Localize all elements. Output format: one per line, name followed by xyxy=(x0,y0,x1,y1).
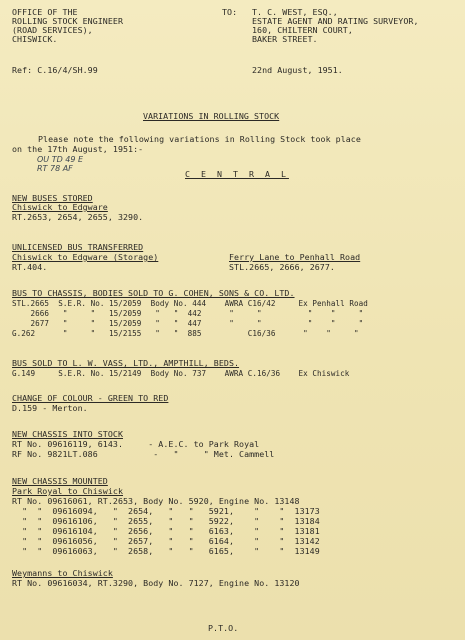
mounted-row: " " 09616104, " 2656, " " 6163, " " 13181 xyxy=(12,526,320,536)
mounted-row-weymanns: RT No. 09616034, RT.3290, Body No. 7127, Engine No. 13120 xyxy=(12,578,300,588)
route-unlicensed: Chiswick to Edgware (Storage) xyxy=(12,252,159,262)
mounted-row: " " 09616063, " 2658, " " 6165, " " 13149 xyxy=(12,546,320,556)
to-line-4: BAKER STREET. xyxy=(252,34,318,44)
route-chassis-mounted-2: Weymanns to Chiswick xyxy=(12,568,113,578)
detail-unlicensed: RT.404. xyxy=(12,262,48,272)
handwritten-note-2: RT 78 AF xyxy=(37,164,73,173)
detail-unlicensed-2: STL.2665, 2666, 2677. xyxy=(229,262,335,272)
route-new-buses: Chiswick to Edgware xyxy=(12,202,108,212)
chassis-row: 2666 " " 15/2059 " " 442 " " " " " xyxy=(12,309,364,318)
to-line-3: 160, CHILTERN COURT, xyxy=(252,25,353,35)
new-chassis-row: RT No. 09616119, 6143. - A.E.C. to Park Royal xyxy=(12,439,260,449)
mounted-row: " " 09616094, " 2654, " " 5921, " " 13173 xyxy=(12,506,320,516)
chassis-row: 2677 " " 15/2059 " " 447 " " " " " xyxy=(12,319,364,328)
section-heading-bus-to-chassis: BUS TO CHASSIS, BODIES SOLD TO G. COHEN, SONS & CO. LTD. xyxy=(12,288,295,298)
route-unlicensed-2: Ferry Lane to Penhall Road xyxy=(229,252,361,262)
reference: Ref: C.16/4/SH.99 xyxy=(12,65,98,75)
to-label: TO: xyxy=(222,7,238,17)
page-footer: P.T.O. xyxy=(208,623,239,633)
mounted-row: " " 09616106, " 2655, " " 5922, " " 13184 xyxy=(12,516,320,526)
bus-sold-row: G.149 S.E.R. No. 15/2149 Body No. 737 AWRA C.16/36 Ex Chiswick xyxy=(12,369,350,378)
section-heading-bus-sold: BUS SOLD TO L. W. VASS, LTD., AMPTHILL, BEDS. xyxy=(12,358,240,368)
from-line-2: ROLLING STOCK ENGINEER xyxy=(12,16,123,26)
intro-line-1: Please note the following variations in Rolling Stock took place xyxy=(38,134,361,144)
chassis-row: G.262 " " 15/2155 " " 885 C16/36 " " " xyxy=(12,329,359,338)
from-line-3: (ROAD SERVICES), xyxy=(12,25,93,35)
letter-date: 22nd August, 1951. xyxy=(252,65,343,75)
section-heading-chassis-mounted: NEW CHASSIS MOUNTED xyxy=(12,476,108,486)
section-heading-new-buses: NEW BUSES STORED xyxy=(12,193,93,203)
document-title: VARIATIONS IN ROLLING STOCK xyxy=(143,111,280,121)
detail-new-buses: RT.2653, 2654, 2655, 3290. xyxy=(12,212,144,222)
chassis-row: STL.2665 S.E.R. No. 15/2059 Body No. 444 AWRA C16/42 Ex Penhall Road xyxy=(12,299,368,308)
section-heading-unlicensed: UNLICENSED BUS TRANSFERRED xyxy=(12,242,144,252)
mounted-row: " " 09616056, " 2657, " " 6164, " " 13142 xyxy=(12,536,320,546)
section-heading-colour: CHANGE OF COLOUR - GREEN TO RED xyxy=(12,393,169,403)
colour-row: D.159 - Merton. xyxy=(12,403,88,413)
section-heading-new-chassis: NEW CHASSIS INTO STOCK xyxy=(12,429,123,439)
division-heading: C E N T R A L xyxy=(185,169,289,179)
handwritten-note-1: OU TD 49 E xyxy=(37,155,84,164)
mounted-row: RT No. 09616061, RT.2653, Body No. 5920, Engine No. 13148 xyxy=(12,496,300,506)
to-line-2: ESTATE AGENT AND RATING SURVEYOR, xyxy=(252,16,419,26)
to-line-1: T. C. WEST, ESQ., xyxy=(252,7,338,17)
new-chassis-row: RF No. 9821LT.086 - " " Met. Cammell xyxy=(12,449,275,459)
route-chassis-mounted: Park Royal to Chiswick xyxy=(12,486,123,496)
from-line-4: CHISWICK. xyxy=(12,34,58,44)
intro-line-2: on the 17th August, 1951:- xyxy=(12,144,144,154)
from-line-1: OFFICE OF THE xyxy=(12,7,78,17)
